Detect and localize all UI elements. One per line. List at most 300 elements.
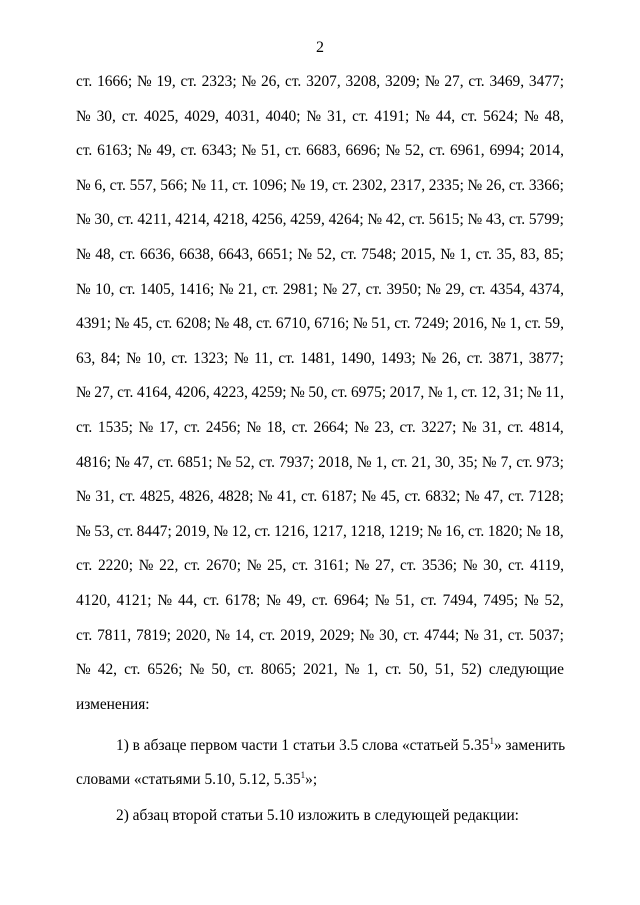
word: № (114, 315, 130, 333)
superscript: 1 (489, 736, 494, 746)
word: 6994; (489, 142, 525, 160)
word: 21, (411, 453, 431, 471)
text-line (76, 383, 564, 418)
word: ст. (119, 280, 136, 298)
word: ст. (331, 384, 348, 402)
word: 5799; (528, 211, 564, 229)
item-1-text-d: »; (305, 771, 318, 788)
word: 49, (156, 142, 176, 160)
word: № (481, 453, 497, 471)
word: 2018, (318, 453, 353, 471)
word: 7495; (483, 591, 519, 609)
text-line (76, 314, 564, 349)
word: 4191; (374, 107, 410, 125)
word: ст. (203, 591, 220, 609)
word: 19, (156, 73, 176, 90)
word: 44, (435, 107, 456, 125)
word: 4828; (218, 488, 254, 506)
word: 7819; (136, 626, 172, 644)
word: 2664; (313, 418, 349, 436)
text-line (76, 176, 564, 211)
word: № (76, 488, 91, 506)
word: № (306, 107, 322, 125)
word: ст. (420, 591, 437, 609)
word: 18, (266, 418, 286, 436)
word: 49, (286, 591, 306, 609)
word: № (427, 522, 442, 540)
word: 23, (374, 418, 394, 436)
word: 3209; (384, 73, 421, 90)
word: 3227; (421, 418, 457, 436)
word: ст. (76, 626, 93, 644)
word: № (352, 315, 368, 333)
text-line (76, 141, 564, 176)
word: ст. (76, 142, 93, 160)
word: 35, (496, 245, 516, 263)
word: № (361, 488, 377, 506)
word: 1218, (350, 522, 385, 540)
word: ст. (469, 280, 486, 298)
word: 4031, (224, 107, 260, 125)
word: 6832; (425, 488, 461, 506)
word: 52) (461, 661, 482, 679)
word: 6851; (177, 453, 213, 471)
word: 4374, (529, 280, 564, 298)
word: 27, (375, 557, 395, 575)
word: № (290, 384, 305, 402)
word: ст. (516, 453, 533, 471)
word: 2016, (452, 315, 488, 333)
word: 2323; (201, 73, 237, 90)
word: 52, (235, 453, 255, 471)
word: № (297, 245, 313, 263)
word: ст. (460, 107, 478, 125)
word: 1217, (312, 522, 347, 540)
word: 4223, (213, 384, 248, 402)
word: ст. (255, 315, 273, 333)
word: 3950; (386, 280, 422, 298)
word: 1, (446, 384, 458, 402)
word: ст. (428, 142, 446, 160)
word: 43, (485, 211, 506, 229)
word: 4120, (76, 591, 111, 609)
word: ст. (404, 488, 421, 506)
word: 26, (485, 176, 506, 194)
word: 7128; (528, 488, 564, 506)
word: 6343; (201, 142, 237, 160)
word: № (440, 245, 455, 263)
word: № (246, 418, 262, 436)
word: 6716; (314, 315, 350, 333)
word: 52, (316, 245, 336, 263)
word: № (424, 73, 440, 90)
word: № (76, 211, 91, 229)
word: ст. (285, 73, 302, 90)
word: 6696; (345, 142, 381, 160)
word: 52, (544, 591, 564, 609)
word: ст. (254, 522, 271, 540)
text-line (76, 245, 564, 280)
word: № (526, 522, 541, 540)
word: № (216, 453, 232, 471)
word: 48, (233, 315, 253, 333)
word: № (76, 522, 91, 540)
word: № (527, 384, 542, 402)
word: ст. (259, 626, 276, 644)
word: 51, (434, 661, 455, 679)
word: № (359, 626, 375, 644)
word: 47, (484, 488, 504, 506)
word: ст. (237, 661, 254, 679)
word: 30, (434, 453, 455, 471)
word: 4206, (175, 384, 210, 402)
word: № (415, 107, 430, 125)
word: № (354, 418, 369, 436)
word: № (189, 661, 205, 679)
word: 4816; (76, 453, 112, 471)
word: 7548; (361, 245, 397, 263)
word: ст. (399, 418, 416, 436)
word: 25, (267, 557, 287, 575)
word: 4354, (490, 280, 525, 298)
word: 1535; (97, 418, 133, 436)
word: 42, (97, 661, 118, 679)
word: 1481, (300, 349, 335, 367)
word: № (76, 661, 91, 679)
word: 1096; (252, 176, 288, 194)
word: 6683, (306, 142, 341, 160)
word: 6178; (225, 591, 261, 609)
word: 29, (445, 280, 465, 298)
document-body (76, 72, 564, 729)
word: ст. (117, 211, 134, 229)
word: № (213, 522, 229, 540)
word: № (290, 176, 306, 194)
word: 3536; (421, 557, 457, 575)
word: 4211, (137, 211, 172, 229)
word: 1, (459, 245, 472, 263)
word: 6961, (450, 142, 485, 160)
word: 52, (404, 142, 425, 160)
word: 5037; (528, 626, 564, 644)
word: ст. (461, 384, 478, 402)
word: № (241, 142, 257, 160)
word: 26, (441, 349, 461, 367)
word: ст. (508, 211, 526, 229)
text-line (76, 626, 564, 661)
word: 31, (95, 488, 115, 506)
word: ст. (116, 522, 134, 540)
word: 973; (536, 453, 564, 471)
word: № (426, 280, 441, 298)
word: 3469, (489, 73, 525, 90)
word: № (241, 73, 257, 90)
word: 2335; (428, 176, 464, 194)
word: 45, (380, 488, 400, 506)
word: 27, (94, 384, 114, 402)
word: 63, (76, 349, 96, 367)
word: 19, (309, 176, 329, 194)
word: № (421, 349, 437, 367)
word: 557, (129, 176, 157, 194)
word: 14, (234, 626, 255, 644)
word: 4391; (76, 315, 112, 333)
word: 30, (379, 626, 399, 644)
word: 6526; (147, 661, 183, 679)
word: 50, (408, 661, 428, 679)
word: ст. (466, 349, 483, 367)
word: 5615; (428, 211, 464, 229)
word: № (374, 591, 390, 609)
word: 1216, (274, 522, 309, 540)
word: № (191, 176, 206, 194)
word: ст. (408, 211, 425, 229)
word: 1323; (193, 349, 229, 367)
word: № (467, 176, 483, 194)
word: ст. (117, 384, 134, 402)
word: 2019, (280, 626, 315, 644)
text-line (76, 453, 564, 488)
word: 26, (260, 73, 281, 90)
word: 4744; (424, 626, 460, 644)
word: 6, (94, 176, 106, 194)
word: № (76, 107, 91, 125)
word: ст. (285, 142, 302, 160)
word: 51, (371, 315, 391, 333)
word: 6975; (350, 384, 387, 402)
word: 6636, (139, 245, 175, 263)
word: 8447; (136, 522, 172, 540)
word: ст. (184, 557, 201, 575)
word: № (76, 245, 91, 263)
word: ст. (76, 73, 93, 90)
word: 1219; (388, 522, 424, 540)
word: № (257, 488, 273, 506)
word: 6710, (275, 315, 311, 333)
word: № (157, 591, 173, 609)
word: 6651; (257, 245, 293, 263)
word: ст. (507, 418, 524, 436)
word: 12, (480, 384, 501, 402)
word: № (76, 384, 91, 402)
word: 4814, (529, 418, 564, 436)
word: 4259; (251, 384, 287, 402)
word: 51, (395, 591, 415, 609)
word: 2020, (175, 626, 211, 644)
word: № (218, 280, 234, 298)
word: 10, (95, 280, 115, 298)
word: 2302, (352, 176, 387, 194)
word: 27, (444, 73, 464, 90)
word: 17, (158, 418, 179, 436)
word: 7937; (279, 453, 315, 471)
word: ст. (340, 245, 357, 263)
word: 30, (483, 557, 503, 575)
word: 2019, (175, 522, 210, 540)
word: 18, (544, 522, 564, 540)
word: 2029; (319, 626, 355, 644)
word: ст. (468, 522, 485, 540)
word: ст. (180, 142, 197, 160)
word: 4040; (265, 107, 301, 125)
word: 21, (238, 280, 258, 298)
word: 2021, (303, 661, 338, 679)
word: № (215, 626, 231, 644)
word: ст. (352, 107, 369, 125)
text-line (76, 280, 564, 315)
word: ст. (475, 245, 492, 263)
word: 4119, (529, 557, 564, 575)
word: 1405, (139, 280, 175, 298)
word: ст. (400, 557, 417, 575)
word: ст. (180, 73, 197, 90)
word: ст. (391, 453, 408, 471)
word: 2014, (529, 142, 564, 160)
word: ст. (119, 245, 136, 263)
word: ст. (292, 557, 309, 575)
text-line (76, 349, 564, 384)
text-line (76, 107, 564, 142)
word: 1416; (179, 280, 215, 298)
word: 3877; (528, 349, 564, 367)
word: ст. (311, 591, 329, 609)
word: 42, (385, 211, 405, 229)
word: № (138, 557, 154, 575)
word: 48, (544, 107, 564, 125)
word: № (344, 661, 360, 679)
word: 85; (544, 245, 564, 263)
word: № (76, 280, 91, 298)
word: 4264; (328, 211, 364, 229)
item-1-text-start (116, 736, 565, 756)
word: 12, (231, 522, 251, 540)
word: 4214, (175, 211, 210, 229)
word: 7249; (414, 315, 450, 333)
word: 53, (94, 522, 114, 540)
word: 48, (95, 245, 115, 263)
word: ст. (524, 315, 541, 333)
word: 7, (500, 453, 513, 471)
word: № (462, 418, 477, 436)
word: 3871, (488, 349, 524, 367)
text-line (76, 591, 564, 626)
word: 3207, (306, 73, 341, 90)
word: 2670; (205, 557, 241, 575)
word: 31, (483, 626, 503, 644)
paragraph-item-2: 2) абзац второй статьи 5.10 изложить в следующей редакции: (116, 807, 519, 824)
word: ст. (183, 418, 201, 436)
word: 1820; (487, 522, 523, 540)
word: 1666; (97, 73, 133, 90)
word: № (385, 142, 401, 160)
word: 4218, (213, 211, 249, 229)
word: 2981; (282, 280, 318, 298)
word: 1, (366, 661, 379, 679)
word: 47, (133, 453, 154, 471)
word: 6208; (175, 315, 211, 333)
text-line (76, 210, 564, 245)
word: 4259, (290, 211, 325, 229)
word: 4121; (116, 591, 152, 609)
word: 6187; (321, 488, 357, 506)
word: ст. (394, 315, 411, 333)
word: 11, (209, 176, 229, 194)
word: ст. (76, 418, 93, 436)
word: № (523, 591, 539, 609)
word: ст. (121, 107, 138, 125)
item-1-text-b: » заменить (493, 737, 566, 754)
word: № (354, 557, 370, 575)
word: ст. (507, 488, 525, 506)
word: 16, (445, 522, 465, 540)
paragraph-item-1-line-2 (76, 770, 317, 790)
word: № (462, 557, 478, 575)
word: ст. (232, 176, 249, 194)
word: 44, (177, 591, 198, 609)
word: ст. (157, 453, 174, 471)
word: ст. (403, 626, 420, 644)
word: 4826, (179, 488, 214, 506)
word: 2015, (400, 245, 436, 263)
paragraph-item-1-line-1 (116, 736, 566, 756)
word: ст. (261, 280, 279, 298)
word: № (136, 73, 152, 90)
word: 1, (375, 453, 388, 471)
word: 6964; (333, 591, 369, 609)
word: № (214, 315, 230, 333)
word: 30, (96, 107, 116, 125)
word: № (233, 349, 249, 367)
item-1-text-a: 1) в абзаце первом части 1 статьи 3.5 слова «статьей 5.35 (116, 737, 490, 754)
word: 4825, (139, 488, 175, 506)
word: ст. (508, 176, 526, 194)
word: 31, (326, 107, 347, 125)
word: 4256, (251, 211, 287, 229)
word: следующие (488, 661, 564, 679)
text-line (76, 556, 564, 591)
word: 2017, (389, 384, 425, 402)
text-line-last: изменения: (76, 695, 150, 713)
word: 84; (100, 349, 121, 367)
word: 3366; (528, 176, 564, 194)
word: 6638, (179, 245, 214, 263)
word: ст. (365, 280, 382, 298)
word: 1493; (380, 349, 416, 367)
word: № (356, 453, 372, 471)
word: ст. (300, 488, 318, 506)
word: 30, (94, 211, 114, 229)
word: ст. (332, 176, 349, 194)
word: 8065; (260, 661, 297, 679)
word: № (246, 557, 262, 575)
word: 6163; (97, 142, 133, 160)
word: ст. (385, 661, 402, 679)
word: ст. (508, 557, 525, 575)
word: 5624; (483, 107, 519, 125)
word: ст. (76, 557, 93, 575)
word: № (138, 418, 154, 436)
word: 4025, (143, 107, 179, 125)
word: 2317, (390, 176, 426, 194)
word: 27, (341, 280, 362, 298)
word: № (266, 591, 281, 609)
word: 50, (308, 384, 328, 402)
word: 45, (133, 315, 153, 333)
word: ст. (171, 349, 188, 367)
word: 50, (211, 661, 231, 679)
word: № (322, 280, 338, 298)
word: ст. (156, 315, 173, 333)
